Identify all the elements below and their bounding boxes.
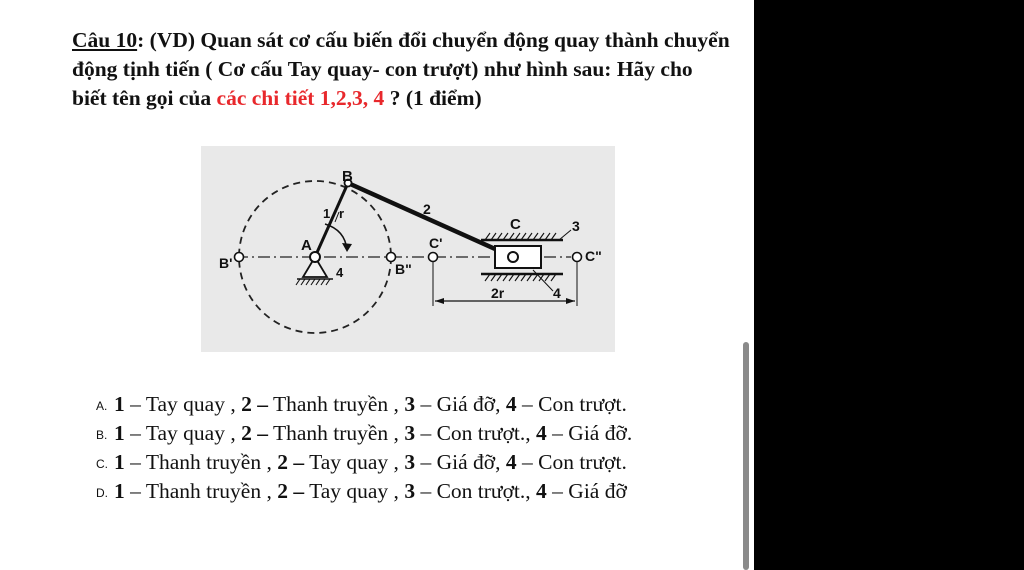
option-c[interactable]: C. 1 – Thanh truyền , 2 – Tay quay , 3 – Giá đỡ, 4 – Con trượt.	[96, 448, 722, 477]
point-c-prime	[429, 253, 438, 262]
question-number: Câu 10	[72, 28, 138, 52]
option-letter: B.	[96, 428, 108, 442]
label-r: r	[339, 206, 345, 221]
vertical-scrollbar[interactable]	[743, 342, 749, 570]
point-c-double-prime	[573, 253, 582, 262]
question-tail: ? (1 điểm)	[384, 86, 482, 110]
label-b-prime: B'	[219, 255, 233, 271]
option-letter: C.	[96, 457, 108, 471]
option-letter: D.	[96, 486, 108, 500]
pivot-hatch	[296, 279, 330, 285]
label-a: A	[301, 237, 312, 254]
label-4-slider: 4	[553, 285, 561, 301]
leader-3	[559, 230, 571, 240]
diagram-svg	[201, 146, 615, 352]
question-colon: :	[137, 28, 150, 52]
dim-arrow-left	[435, 298, 444, 304]
label-2r: 2r	[491, 285, 505, 301]
option-b[interactable]: B. 1 – Tay quay , 2 – Thanh truyền , 3 – Con trượt., 4 – Giá đỡ.	[96, 419, 722, 448]
label-b-double-prime: B"	[395, 261, 412, 277]
crank-slider-diagram	[201, 146, 615, 352]
option-letter: A.	[96, 399, 108, 413]
label-2: 2	[423, 201, 431, 217]
answer-options	[96, 390, 722, 506]
label-c-double-prime: C"	[585, 248, 602, 264]
label-c-prime: C'	[429, 235, 443, 251]
option-a[interactable]: A. 1 – Tay quay , 2 – Thanh truyền , 3 – Giá đỡ, 4 – Con trượt.	[96, 390, 722, 419]
dim-arrow-right	[566, 298, 575, 304]
label-4-pivot: 4	[336, 265, 344, 280]
label-1: 1	[323, 206, 331, 221]
label-b: B	[342, 168, 353, 185]
question-body: (VD) Quan sát cơ cấu biến đổi chuyển động quay thành chuyển động tịnh tiến ( Cơ cấu Tay quay- con trượt) như hình sau: Hãy cho biết tên gọi của	[72, 28, 730, 110]
question-highlight: các chi tiết 1,2,3, 4	[216, 86, 385, 110]
point-b-prime	[235, 253, 244, 262]
label-c: C	[510, 216, 521, 233]
rotation-arrowhead	[342, 243, 352, 252]
question-text	[72, 26, 732, 113]
joint-c	[508, 252, 518, 262]
label-3: 3	[572, 218, 580, 234]
option-d[interactable]: D. 1 – Thanh truyền , 2 – Tay quay , 3 – Con trượt., 4 – Giá đỡ	[96, 477, 722, 506]
